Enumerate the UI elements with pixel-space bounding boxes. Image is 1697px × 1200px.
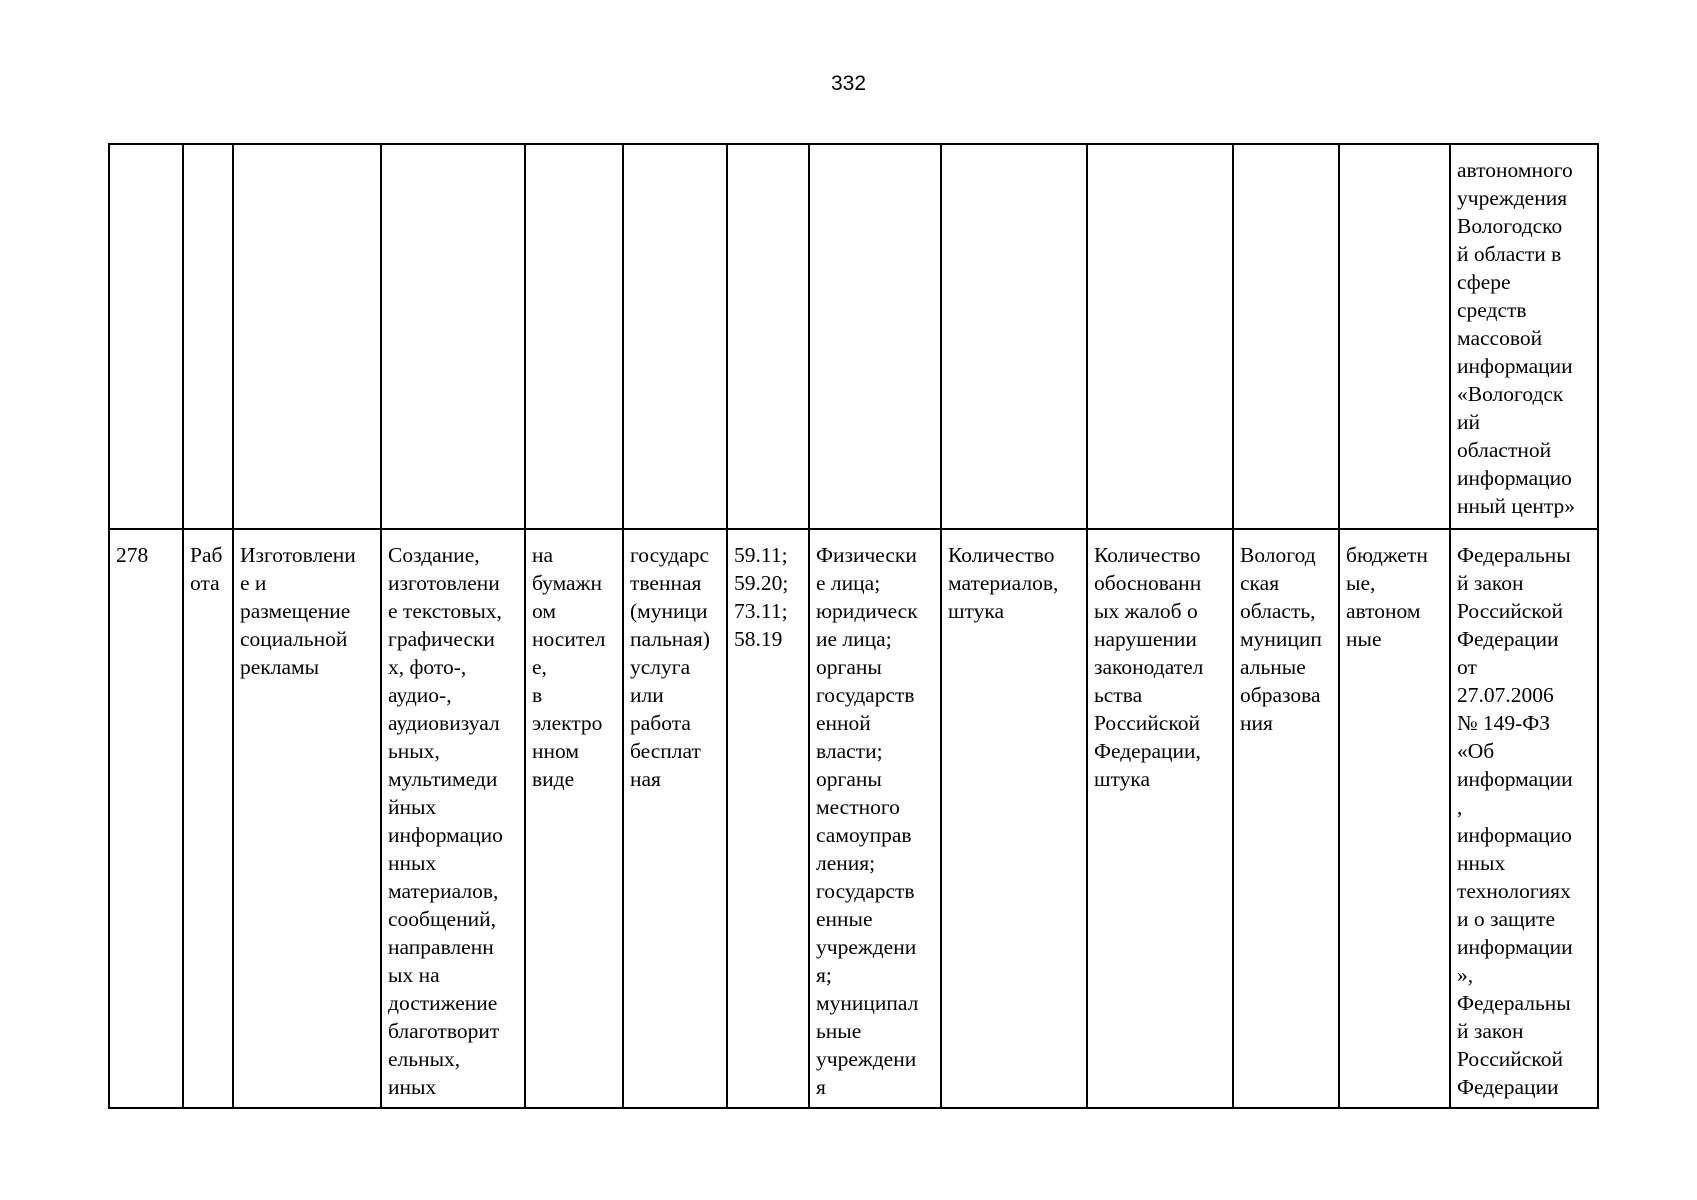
table-cell-legal-basis-continued: автономного учреждения Вологодско й области в сфере средств массовой информации «Вологодск ий областной информацио нный центр» [1450,144,1598,529]
table-cell [233,144,381,529]
page-number: 332 [830,72,867,95]
cell-region: Вологод ская область, муницип альные образова ния [1233,529,1339,1108]
cell-volume-indicator: Количество материалов, штука [941,529,1087,1108]
table-cell [1339,144,1450,529]
cell-service-type: государс твенная (муници пальная) услуга или работа бесплат ная [623,529,727,1108]
cell-name: Изготовлени е и размещение социальной рекламы [233,529,381,1108]
table-cell [109,144,183,529]
cell-form: на бумажн ом носител е, в электро нном виде [525,529,623,1108]
cell-consumers: Физически е лица; юридическ ие лица; органы государств енной власти; органы местного самоуправ ления; государств енные учреждени я; муниципал ьные учреждени я [809,529,941,1108]
table-cell [623,144,727,529]
cell-content: Создание, изготовлени е текстовых, графически х, фото-, аудио-, аудиовизуал ьных, мультимеди йных информацио нных материалов, сообщений, направленн ых на достижение благотворит ельных, иных [381,529,525,1108]
cell-institution-type: бюджетн ые, автоном ные [1339,529,1450,1108]
table-cell [1233,144,1339,529]
table-cell [381,144,525,529]
table-cell [809,144,941,529]
cell-row-number: 278 [109,529,183,1108]
cell-okved-codes: 59.11; 59.20; 73.11; 58.19 [727,529,809,1108]
cell-type: Раб ота [183,529,233,1108]
table-row-278 [109,529,1598,1108]
cell-legal-basis: Федеральны й закон Российской Федерации от 27.07.2006 № 149-ФЗ «Об информации , информацио нных технологиях и о защите информации », Федеральны й закон Российской Федерации [1450,529,1598,1108]
table-cell [183,144,233,529]
table-cell [1087,144,1233,529]
table-cell [941,144,1087,529]
cell-quality-indicator: Количество обоснованн ых жалоб о нарушении законодател ьства Российской Федерации, штука [1087,529,1233,1108]
table-cell [525,144,623,529]
table-cell [727,144,809,529]
table-row-continued [109,144,1598,529]
document-table [108,143,1599,1109]
